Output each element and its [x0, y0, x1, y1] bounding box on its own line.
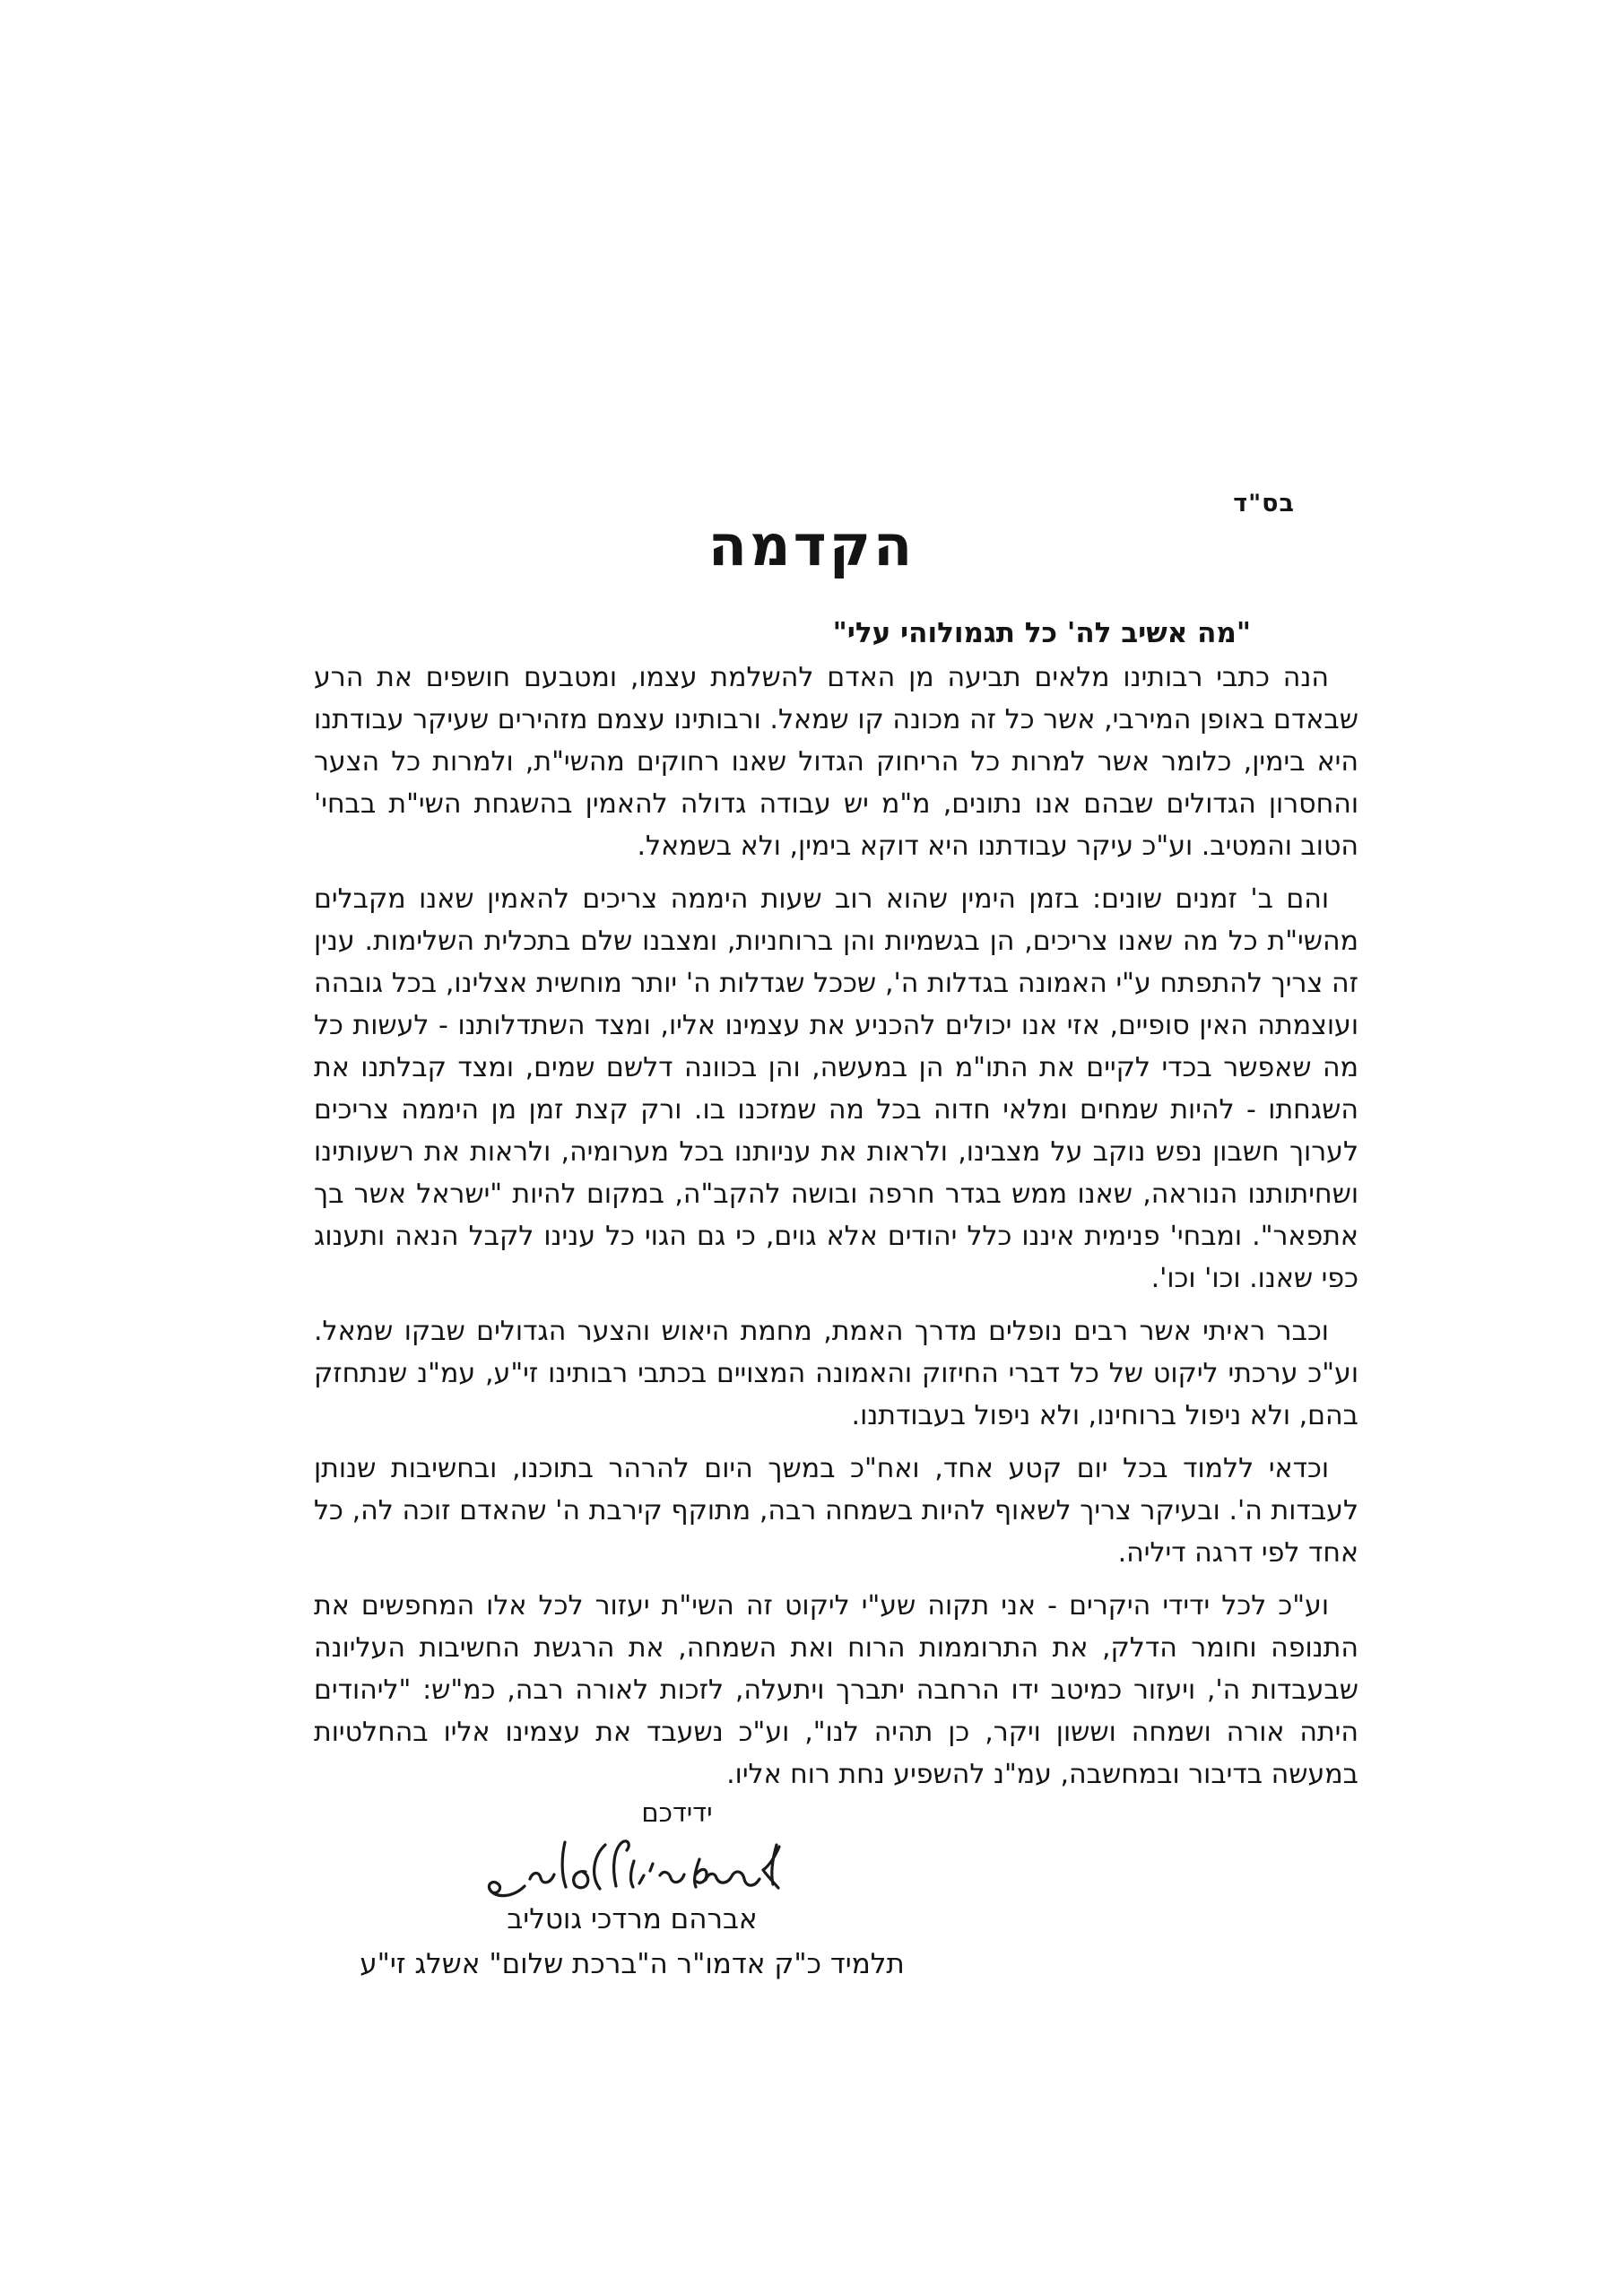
author-name: אברהם מרדכי גוטליב [507, 1903, 758, 1935]
paragraph-5: וע"כ לכל ידידי היקרים - אני תקוה שע"י ליקוט זה השי"ת יעזור לכל אלו המחפשים את התנופה וחומר הדלק, את התרוממות הרוח ואת השמחה, את הרגשת החשיבות העליונה שבעבדות ה', ויעזור כמיטב ידו הרחבה יתברך ויתעלה, לזכות לאורה רבה, כמ"ש: "ליהודים היתה אורה ושמחה וששון ויקר, כן תהיה לנו", וע"כ נשעבד את עצמינו אליו בהחלטיות במעשה בדיבור ובמחשבה, עמ"נ להשפיע נחת רוח אליו. [314, 1590, 1358, 1790]
author-title: תלמיד כ"ק אדמו"ר ה"ברכת שלום" אשלג זי"ע [360, 1948, 905, 1980]
body-text [314, 657, 1358, 1806]
page-title: הקדמה [707, 513, 916, 578]
closing-salutation: ידידכם [641, 1797, 713, 1828]
handwritten-signature [480, 1834, 785, 1899]
bsd-header: בס"ד [1233, 490, 1295, 517]
paragraph-4: וכדאי ללמוד בכל יום קטע אחד, ואח"כ במשך היום להרהר בתוכנו, ובחשיבות שנותן לעבדות ה'. ובעיקר צריך לשאוף להיות בשמחה רבה, מתוקף קירבת ה' שהאדם זוכה לה, כל אחד לפי דרגה דיליה. [314, 1453, 1358, 1569]
paragraph-3: וכבר ראיתי אשר רבים נופלים מדרך האמת, מחמת היאוש והצער הגדולים שבקו שמאל. וע"כ ערכתי ליקוט של כל דברי החיזוק והאמונה המצויים בכתבי רבותינו זי"ע, עמ"נ שנתחזק בהם, ולא ניפול ברוחינו, ולא ניפול בעבודתנו. [314, 1316, 1358, 1431]
paragraph-1: הנה כתבי רבותינו מלאים תביעה מן האדם להשלמת עצמו, ומטבעם חושפים את הרע שבאדם באופן המירבי, אשר כל זה מכונה קו שמאל. ורבותינו עצמם מזהירים שעיקר עבודתנו היא בימין, כלומר אשר למרות כל הריחוק הגדול שאנו רחוקים מהשי"ת, ולמרות כל הצער והחסרון הגדולים שבהם אנו נתונים, מ"מ יש עבודה גדולה להאמין בהשגחת השי"ת בבחי' הטוב והמטיב. וע"כ עיקר עבודתנו היא דוקא בימין, ולא בשמאל. [314, 662, 1358, 862]
paragraph-2: והם ב' זמנים שונים: בזמן הימין שהוא רוב שעות היממה צריכים להאמין שאנו מקבלים מהשי"ת כל מה שאנו צריכים, הן בגשמיות והן ברוחניות, ומצבנו שלם בתכלית השלימות. ענין זה צריך להתפתח ע"י האמונה בגדלות ה', שככל שגדלות ה' יותר מוחשית אצלינו, בכל גובהה ועוצמתה האין סופיים, אזי אנו יכולים להכניע את עצמינו אליו, ומצד השתדלותנו - לעשות כל מה שאפשר בכדי לקיים את התו"מ הן במעשה, והן בכוונה דלשם שמים, ומצד קבלתנו את השגחתו - להיות שמחים ומלאי חדוה בכל מה שמזכנו בו. ורק קצת זמן מן היממה צריכים לערוך חשבון נפש נוקב על מצבינו, ולראות את עניותנו בכל מערומיה, ולראות את רשעותינו ושחיתותנו הנוראה, שאנו ממש בגדר חרפה ובושה להקב"ה, במקום להיות "ישראל אשר בך אתפאר". ומבחי' פנימית איננו כלל יהודים אלא גוים, כי גם הגוי כל ענינו לקבל הנאה ותענוג כפי שאנו. וכו' וכו'. [314, 883, 1358, 1294]
opening-verse: "מה אשיב לה' כל תגמולוהי עלי" [832, 617, 1251, 649]
closing-block [0, 1796, 1264, 1981]
